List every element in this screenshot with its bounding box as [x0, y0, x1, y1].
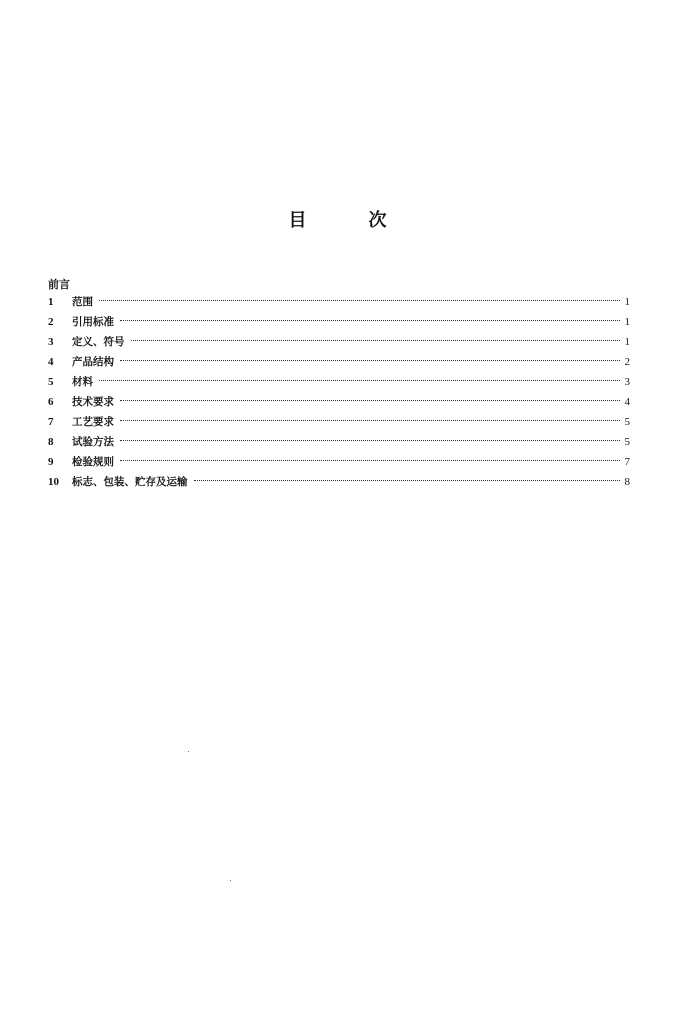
toc-preface: 前言 — [48, 278, 70, 291]
toc-entry-label: 范围 — [72, 296, 93, 308]
dot-leader — [194, 480, 621, 481]
toc-entry-page: 8 — [624, 476, 630, 488]
toc-entry — [48, 472, 630, 492]
toc-entry-page: 3 — [624, 376, 630, 388]
title-char-2: 次 — [368, 210, 387, 231]
toc-entry — [48, 292, 630, 312]
toc-entry-number: 2 — [48, 316, 54, 328]
toc-entry — [48, 352, 630, 372]
scan-speck — [230, 880, 231, 881]
toc-entry — [48, 412, 630, 432]
dot-leader — [120, 320, 620, 321]
toc-entry-page: 1 — [624, 336, 630, 348]
toc-entry — [48, 392, 630, 412]
toc-entry-number: 5 — [48, 376, 54, 388]
dot-leader — [131, 340, 621, 341]
toc-entry-label: 标志、包装、贮存及运输 — [72, 476, 188, 488]
scan-speck — [188, 751, 189, 752]
dot-leader — [120, 460, 620, 461]
toc-entry-page: 7 — [624, 456, 630, 468]
toc-entry-label: 试验方法 — [72, 436, 114, 448]
toc-entry-number: 10 — [48, 476, 59, 488]
toc-entry-page: 1 — [624, 316, 630, 328]
title-char-1: 目 — [288, 210, 307, 231]
toc-entry-page: 4 — [624, 396, 630, 408]
toc-entry — [48, 372, 630, 392]
toc-entry-label: 检验规则 — [72, 456, 114, 468]
toc-entry-label: 引用标准 — [72, 316, 114, 328]
table-of-contents — [48, 292, 630, 492]
toc-entry-page: 5 — [624, 436, 630, 448]
dot-leader — [120, 420, 620, 421]
toc-entry — [48, 312, 630, 332]
toc-entry-page: 2 — [624, 356, 630, 368]
toc-entry-page: 5 — [624, 416, 630, 428]
toc-entry-number: 6 — [48, 396, 54, 408]
dot-leader — [99, 380, 620, 381]
toc-entry — [48, 332, 630, 352]
toc-entry — [48, 452, 630, 472]
toc-entry-label: 定义、符号 — [72, 336, 125, 348]
dot-leader — [120, 440, 620, 441]
toc-entry — [48, 432, 630, 452]
toc-entry-number: 1 — [48, 296, 54, 308]
dot-leader — [120, 360, 620, 361]
toc-entry-label: 产品结构 — [72, 356, 114, 368]
page-title — [0, 206, 675, 232]
toc-entry-label: 技术要求 — [72, 396, 114, 408]
toc-entry-label: 工艺要求 — [72, 416, 114, 428]
dot-leader — [120, 400, 620, 401]
dot-leader — [99, 300, 620, 301]
toc-entry-number: 9 — [48, 456, 54, 468]
toc-entry-page: 1 — [624, 296, 630, 308]
toc-entry-number: 7 — [48, 416, 54, 428]
toc-entry-number: 4 — [48, 356, 54, 368]
toc-entry-label: 材料 — [72, 376, 93, 388]
toc-entry-number: 8 — [48, 436, 54, 448]
toc-entry-number: 3 — [48, 336, 54, 348]
